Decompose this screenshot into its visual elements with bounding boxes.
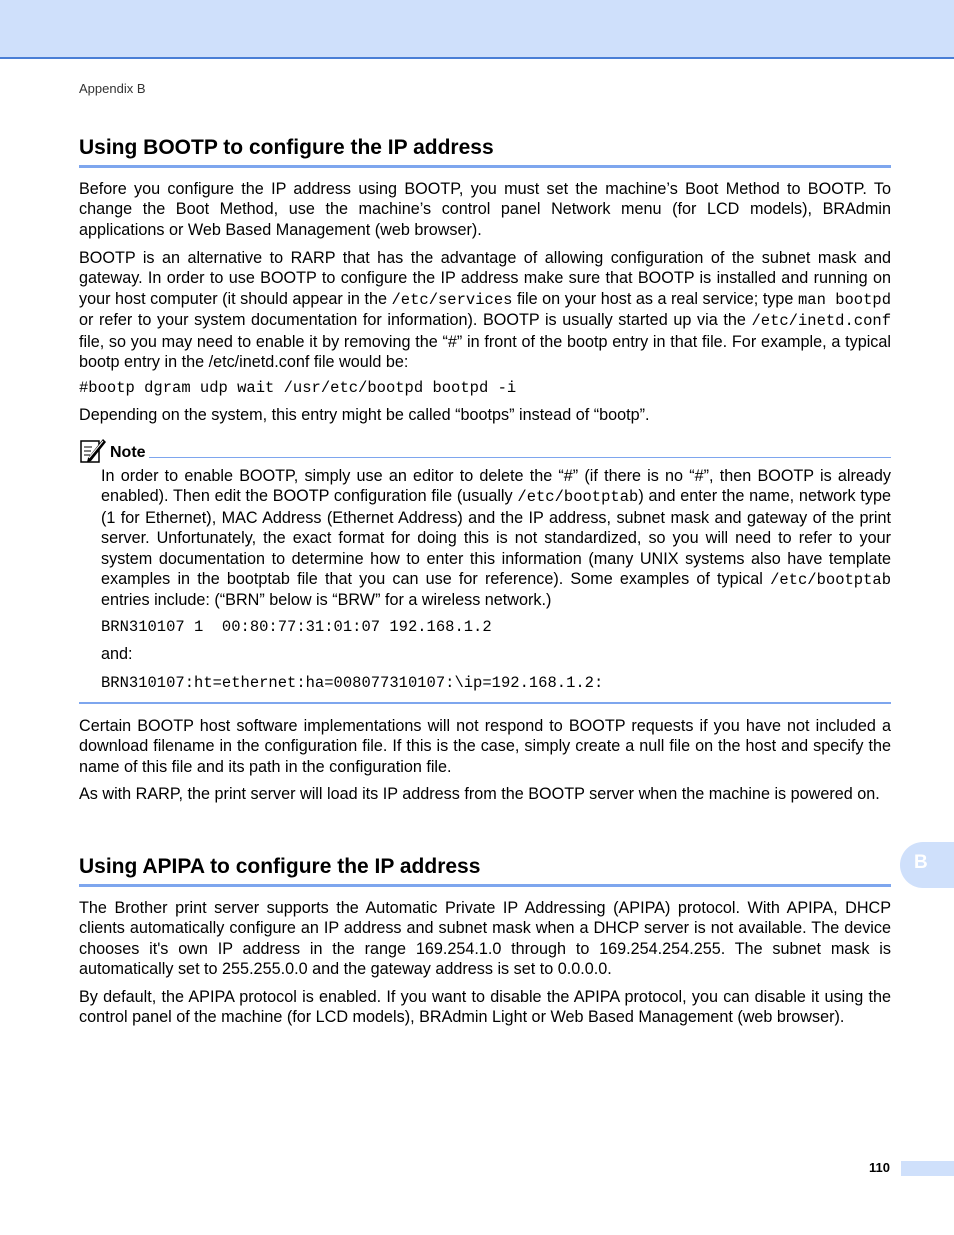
- text-run: or refer to your system documentation for information). BOOTP is usually started up via the: [79, 311, 752, 330]
- appendix-side-tab: [900, 842, 954, 888]
- code-man-bootpd: man bootpd: [797, 290, 892, 309]
- section-heading-apipa: Using APIPA to configure the IP address: [79, 854, 891, 887]
- note-pencil-icon: [79, 436, 107, 464]
- code-etc-bootptab: /etc/bootptab: [770, 571, 891, 590]
- bootp-paragraph-3: Depending on the system, this entry might be called “bootps” instead of “bootp”.: [79, 406, 650, 424]
- text-run: BOOTP is an alternative to RARP that has the advantage of allowing configuration of the subnet mask and gateway. In order to use BOOTP to configure the IP address make sure that BOOTP is installed and running on your host computer (it should appear in the: [79, 249, 891, 308]
- text-run: file, so you may need to enable it by removing the “#” in front of the bootp entry in that file. For example, a typical bootp entry in the /etc/inetd.conf file would be:: [79, 332, 891, 372]
- bootp-paragraph-2: [79, 248, 891, 372]
- header-band: [0, 0, 954, 59]
- note-end-divider: [79, 702, 891, 704]
- page-number: 110: [869, 1160, 890, 1175]
- text-run: In order to enable BOOTP, simply use an editor to delete the “#” (if there is no “#”, then BOOTP is already enabled). Then edit the BOOTP configuration file (usually: [101, 467, 891, 506]
- bootptab-example-1: BRN310107 1 00:80:77:31:01:07 192.168.1.2: [101, 618, 492, 636]
- footer-bar: [901, 1161, 954, 1176]
- apipa-paragraph-1: The Brother print server supports the Automatic Private IP Addressing (APIPA) protocol. With APIPA, DHCP clients automatically configure an IP address and subnet mask when a DHCP server is not available. The device chooses it's own IP address in the range 169.254.1.0 through to 169.254.254.255. The subnet mask is automatically set to 255.255.0.0 and the gateway address is set to 0.0.0.0.: [79, 899, 891, 979]
- section-heading-bootp: Using BOOTP to configure the IP address: [79, 135, 891, 168]
- bootp-paragraph-4: Certain BOOTP host software implementations will not respond to BOOTP requests if you have not included a download filename in the configuration file. If this is the case, simply create a null file on the host and specify the name of this file and its path in the configuration file.: [79, 717, 891, 776]
- running-head: Appendix B: [79, 81, 146, 96]
- text-run: file on your host as a real service; type: [512, 289, 798, 308]
- note-body: [101, 466, 891, 611]
- bootp-paragraph-1: Before you configure the IP address using BOOTP, you must set the machine’s Boot Method to BOOTP. To change the Boot Method, use the machine’s control panel Network menu (for LCD models), BRAdmin applications or Web Based Management (web browser).: [79, 180, 891, 239]
- note-divider: [149, 457, 891, 458]
- note-and-label: and:: [101, 645, 133, 663]
- side-tab-label: B: [914, 852, 928, 873]
- code-etc-services: /etc/services: [391, 290, 513, 309]
- text-run: entries include: (“BRN” below is “BRW” for a wireless network.): [101, 591, 552, 610]
- code-etc-bootptab: /etc/bootptab: [517, 488, 639, 507]
- note-header: [79, 436, 891, 464]
- bootptab-example-2: BRN310107:ht=ethernet:ha=008077310107:\ip=192.168.1.2:: [101, 674, 604, 692]
- note-label: Note: [110, 444, 146, 461]
- code-etc-inetd: /etc/inetd.conf: [751, 312, 891, 331]
- text-run: ) and enter the name, network type (1 for Ethernet), MAC Address (Ethernet Address) and the IP address, subnet mask and gateway of the print server. Unfortunately, the exact format for doing this is not standardized, so you will need to refer to your system documentation to determine how to enter this information (many UNIX systems also have template examples in the bootptab file that you can use for reference). Some examples of typical: [101, 487, 891, 589]
- bootp-paragraph-5: As with RARP, the print server will load its IP address from the BOOTP server when the machine is powered on.: [79, 785, 880, 803]
- bootp-entry-code: #bootp dgram udp wait /usr/etc/bootpd bootpd -i: [79, 379, 517, 397]
- apipa-paragraph-2: By default, the APIPA protocol is enabled. If you want to disable the APIPA protocol, you can disable it using the control panel of the machine (for LCD models), BRAdmin Light or Web Based Management (web browser).: [79, 988, 891, 1027]
